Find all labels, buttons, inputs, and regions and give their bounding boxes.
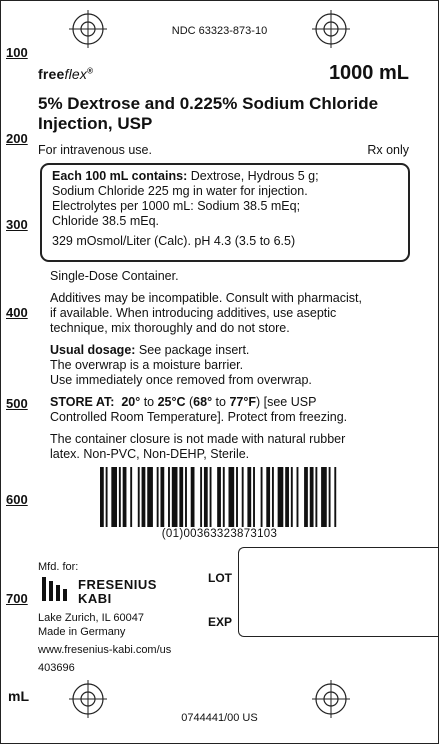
barcode-bar [200, 467, 202, 527]
barcode-bar [142, 467, 146, 527]
barcode-bar [321, 467, 327, 527]
barcode-bar [285, 467, 289, 527]
mfd-for: Mfd. for: [38, 561, 79, 573]
barcode-bar [106, 467, 108, 527]
barcode-bar [278, 467, 284, 527]
manufacturer-website: www.fresenius-kabi.com/us [38, 644, 172, 656]
composition-lead: Each 100 mL contains: [52, 169, 188, 183]
barcode-bar [111, 467, 117, 527]
scale-mark-600: 600 [6, 492, 28, 507]
scale-mark-100: 100 [6, 45, 28, 60]
barcode-bar [138, 467, 140, 527]
barcode-bar [191, 467, 195, 527]
barcode-bar [172, 467, 178, 527]
single-dose: Single-Dose Container. [50, 269, 179, 283]
barcode-bar [147, 467, 153, 527]
rx-only: Rx only [367, 143, 409, 157]
dosage-info: Usual dosage: See package insert. The overwrap is a moisture barrier. Use immediately once removed from overwrap. [50, 343, 312, 387]
barcode-bar [179, 467, 183, 527]
ndc-number: NDC 63323-873-10 [171, 25, 268, 37]
closure-info: The container closure is not made with natural rubber latex. Non-PVC, Non-DEHP, Sterile. [50, 432, 346, 461]
manufacturer-city: Lake Zurich, IL 60047 [38, 612, 144, 624]
barcode-bar [168, 467, 170, 527]
barcode-bar [236, 467, 238, 527]
barcode-bar [253, 467, 255, 527]
barcode-bar [266, 467, 270, 527]
barcode-bar [291, 467, 293, 527]
barcode-bar [119, 467, 121, 527]
scale-mark-500: 500 [6, 396, 28, 411]
brand-reg: ® [87, 66, 94, 76]
barcode-bar [217, 467, 221, 527]
storage-info: STORE AT: 20° to 25°C (68° to 77°F) [see USP Controlled Room Temperature]. Protect from freezing. [50, 395, 348, 424]
scale-mark-200: 200 [6, 131, 28, 146]
barcode-bar [329, 467, 331, 527]
barcode-bar [157, 467, 159, 527]
brand-free: free [38, 66, 65, 82]
barcode-bar [100, 467, 104, 527]
barcode-bar [297, 467, 299, 527]
barcode-bar [223, 467, 225, 527]
barcode-bar [204, 467, 208, 527]
manufacturer-name: FRESENIUS KABI [78, 577, 157, 606]
barcode-number: (01)00363323873103 [161, 528, 278, 540]
barcode-bar [247, 467, 251, 527]
route-of-administration: For intravenous use. [38, 143, 152, 157]
barcode-bar [130, 467, 132, 527]
barcode-bar [315, 467, 317, 527]
lot-exp-box [238, 547, 438, 637]
exp-label: EXP [208, 615, 233, 629]
barcode-bar [160, 467, 164, 527]
volume: 1000 mL [328, 62, 409, 84]
scale-mark-400: 400 [6, 305, 28, 320]
additives-warning: Additives may be incompatible. Consult with pharmacist, if available. When introducing additives, use aseptic technique, mix thoroughly and do not store. [50, 291, 362, 335]
scale-mark-300: 300 [6, 217, 28, 232]
barcode-bar [310, 467, 314, 527]
barcode-bar [185, 467, 187, 527]
scale-mark-700: 700 [6, 591, 28, 606]
barcode [100, 467, 340, 527]
barcode-bar [304, 467, 308, 527]
barcode-bar [242, 467, 244, 527]
composition-text: Each 100 mL contains: Dextrose, Hydrous 5 g; Sodium Chloride 225 mg in water for injection. Electrolytes per 1000 mL: Sodium 38.5 mEq; Chloride 38.5 mEq. 329 mOsmol/Liter (Calc). pH 4.3 (3.5 to 6.5) [52, 169, 319, 248]
fresenius-kabi-logo-icon [40, 575, 68, 603]
brand-flex: flex [64, 66, 88, 82]
barcode-bar [229, 467, 235, 527]
barcode-bar [272, 467, 274, 527]
barcode-bar [123, 467, 127, 527]
scale-unit: mL [8, 688, 29, 704]
title-line-2: Injection, USP [38, 114, 153, 133]
brand-logo [38, 66, 93, 82]
barcode-bar [334, 467, 336, 527]
barcode-bar [210, 467, 212, 527]
barcode-bar [261, 467, 263, 527]
title-line-1: 5% Dextrose and 0.225% Sodium Chloride [38, 94, 379, 113]
product-code: 403696 [38, 662, 75, 674]
lot-label: LOT [208, 571, 232, 585]
product-title [38, 94, 418, 134]
footer-code: 0744441/00 US [181, 712, 258, 724]
made-in: Made in Germany [38, 626, 126, 638]
